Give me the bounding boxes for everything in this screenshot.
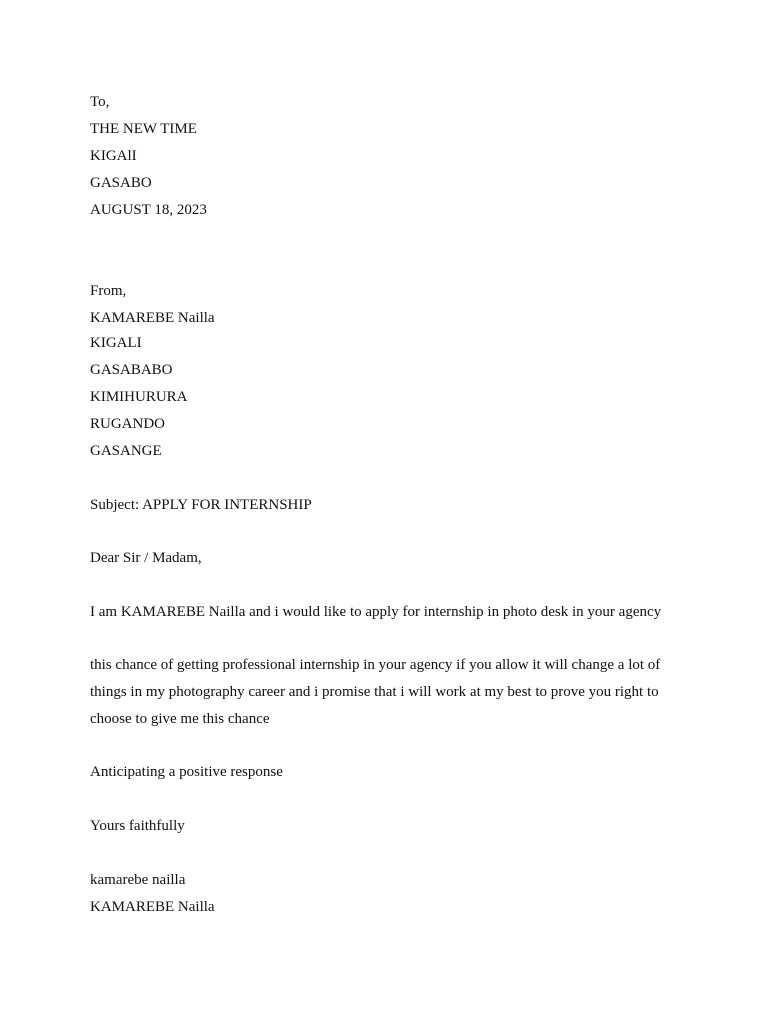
subject-line: Subject: APPLY FOR INTERNSHIP — [90, 497, 312, 513]
sender-name: KAMAREBE Nailla — [90, 310, 215, 326]
closing: Yours faithfully — [90, 818, 185, 834]
body-paragraph-1: I am KAMAREBE Nailla and i would like to apply for internship in photo desk in your agency — [90, 604, 662, 620]
recipient-district: GASABO — [90, 175, 152, 191]
body-paragraph-2-line-1: this chance of getting professional internship in your agency if you allow it will change a lot of — [90, 657, 661, 673]
body-paragraph-2-line-2: things in my photography career and i promise that i will work at my best to prove you right to — [90, 684, 659, 700]
signature-lowercase-name: kamarebe nailla — [90, 872, 186, 888]
letter-date: AUGUST 18, 2023 — [90, 202, 207, 218]
body-paragraph-2-line-3: choose to give me this chance — [90, 711, 270, 727]
sender-sector: KIMIHURURA — [90, 389, 188, 405]
signature-printed-name: KAMAREBE Nailla — [90, 899, 215, 915]
body-paragraph-3: Anticipating a positive response — [90, 764, 283, 780]
recipient-name: THE NEW TIME — [90, 121, 197, 137]
greeting: Dear Sir / Madam, — [90, 550, 202, 566]
recipient-city: KIGAlI — [90, 148, 137, 164]
sender-village: GASANGE — [90, 443, 162, 459]
sender-salutation: From, — [90, 283, 127, 299]
recipient-salutation: To, — [90, 94, 110, 110]
sender-cell: RUGANDO — [90, 416, 165, 432]
sender-city: KIGALI — [90, 335, 142, 351]
sender-district: GASABABO — [90, 362, 173, 378]
